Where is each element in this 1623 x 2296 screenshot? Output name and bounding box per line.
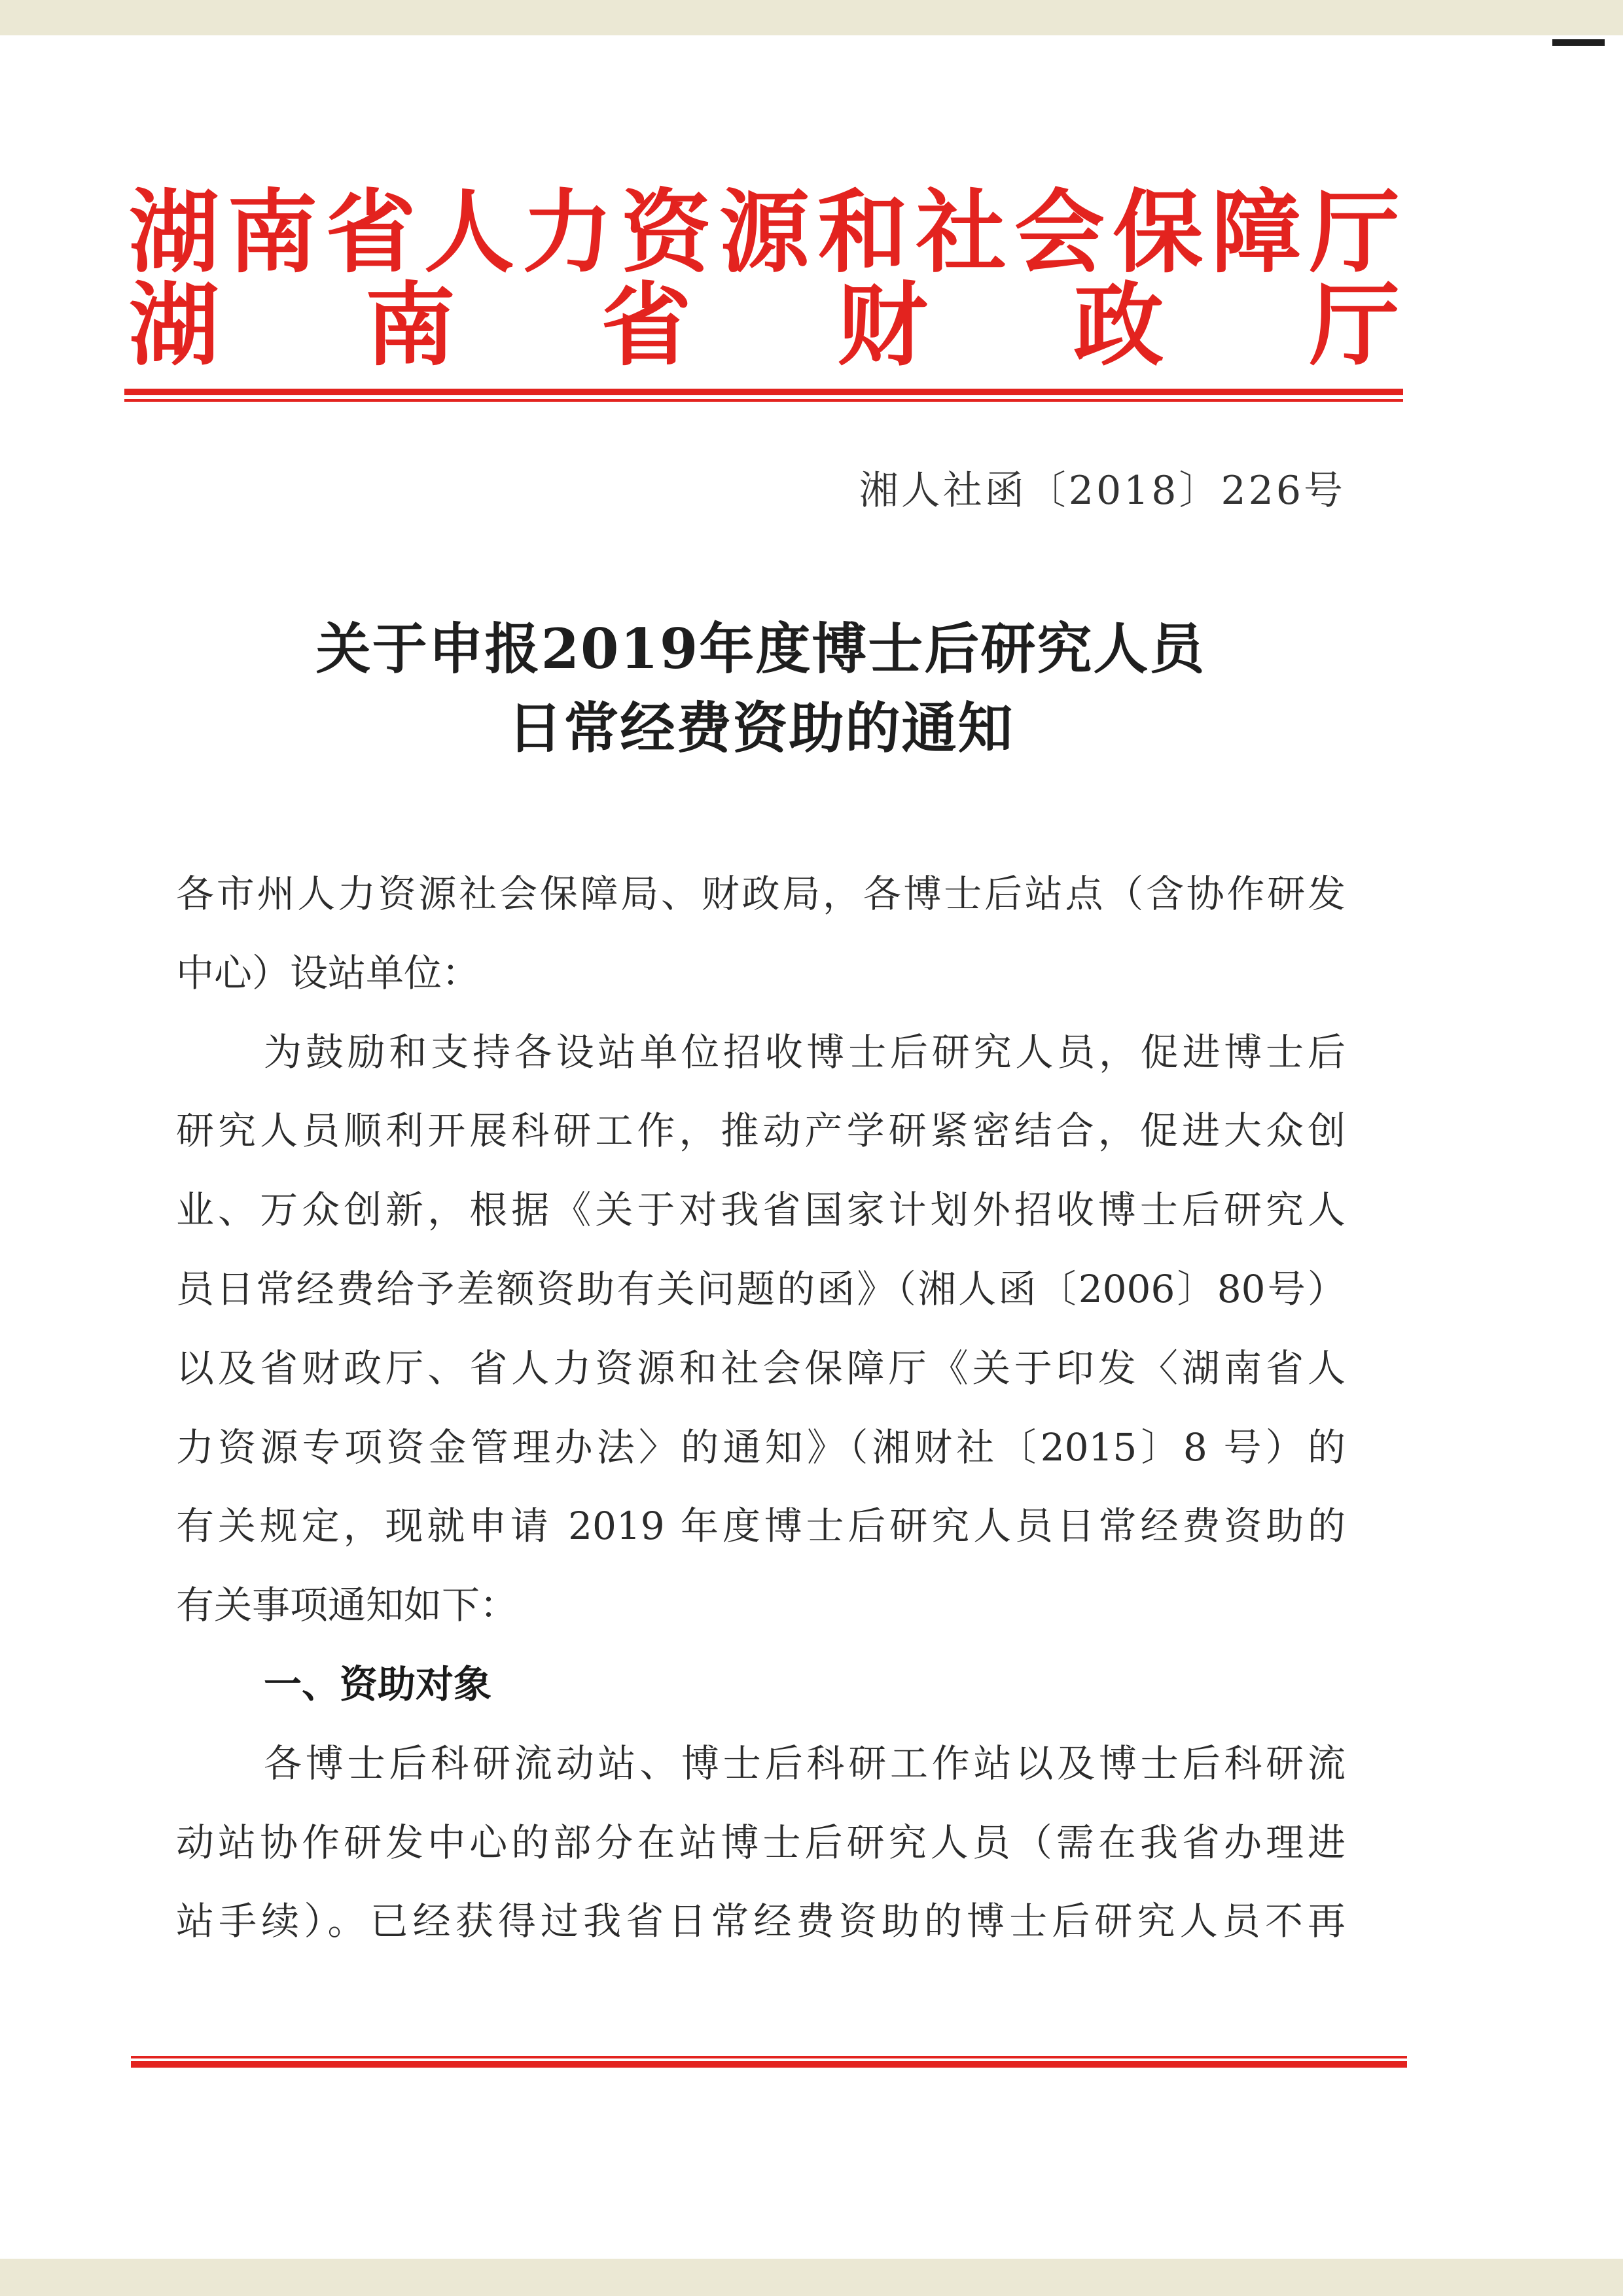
document-title-line-2: 日常经费资助的通知 bbox=[507, 696, 1014, 760]
paragraph-line: 以及省财政厅、省人力资源和社会保障厅《关于印发〈湖南省人 bbox=[176, 1345, 1346, 1390]
paragraph-line: 员日常经费给予差额资助有关问题的函》（湘人函〔2006〕80号） bbox=[176, 1266, 1346, 1311]
footer-red-rule-thin bbox=[131, 2056, 1407, 2058]
header-red-rule-thin bbox=[124, 399, 1403, 402]
paragraph-line: 业、万众创新，根据《关于对我省国家计划外招收博士后研究人 bbox=[176, 1188, 1346, 1233]
document-number: 湘人社函〔2018〕226号 bbox=[859, 468, 1346, 514]
footer-red-rule-thick bbox=[131, 2061, 1407, 2068]
section-line: 动站协作研发中心的部分在站博士后研究人员（需在我省办理进 bbox=[176, 1820, 1346, 1865]
scan-bottom-border bbox=[0, 2259, 1623, 2296]
salutation-line: 各市州人力资源社会保障局、财政局，各博士后站点（含协作研发 bbox=[176, 872, 1346, 916]
section-line: 站手续）。已经获得过我省日常经费资助的博士后研究人员不再 bbox=[176, 1899, 1346, 1944]
document-title-line-1: 关于申报2019年度博士后研究人员 bbox=[315, 616, 1206, 681]
section-line: 各博士后科研流动站、博士后科研工作站以及博士后科研流 bbox=[264, 1740, 1346, 1786]
paragraph-line: 有关事项通知如下： bbox=[176, 1583, 518, 1628]
issuer-header-line-1: 湖南省人力资源和社会保障厅 bbox=[129, 179, 1400, 285]
issuer-header-line-2: 湖南省财政厅 bbox=[129, 272, 1400, 378]
paragraph-line: 为鼓励和支持各设站单位招收博士后研究人员，促进博士后 bbox=[264, 1029, 1346, 1074]
paragraph-line: 研究人员顺利开展科研工作，推动产学研紧密结合，促进大众创 bbox=[176, 1108, 1346, 1154]
header-red-rule-thick bbox=[124, 389, 1403, 395]
salutation-line: 中心）设站单位： bbox=[176, 950, 480, 995]
paragraph-line: 有关规定，现就申请 2019 年度博士后研究人员日常经费资助的 bbox=[176, 1504, 1346, 1549]
paragraph-line: 力资源专项资金管理办法〉的通知》（湘财社〔2015〕8 号）的 bbox=[176, 1424, 1346, 1470]
scan-top-border bbox=[0, 0, 1623, 35]
document-body bbox=[176, 855, 1346, 1961]
section-heading: 一、资助对象 bbox=[264, 1661, 492, 1706]
scan-mark bbox=[1552, 39, 1605, 46]
